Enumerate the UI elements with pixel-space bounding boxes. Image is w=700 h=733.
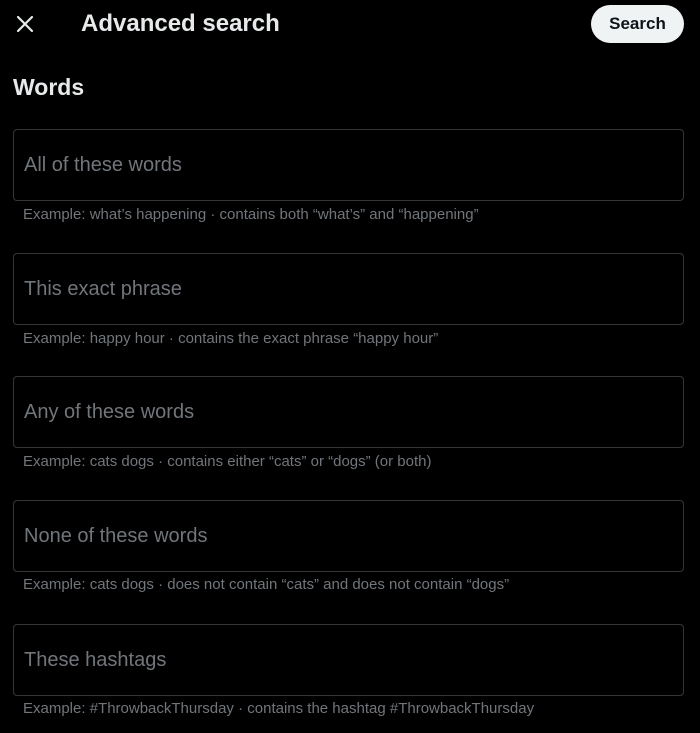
all-words-hint: Example: what’s happening · contains both “what’s” and “happening” [23, 206, 479, 223]
hashtags-hint: Example: #ThrowbackThursday · contains the hashtag #ThrowbackThursday [23, 700, 535, 717]
none-words-hint: Example: cats dogs · does not contain “cats” and does not contain “dogs” [23, 576, 510, 593]
none-words-field[interactable] [13, 500, 684, 572]
exact-phrase-hint: Example: happy hour · contains the exact phrase “happy hour” [23, 330, 439, 347]
any-words-field[interactable] [13, 376, 684, 448]
close-button[interactable] [7, 6, 43, 42]
hashtags-field[interactable] [13, 624, 684, 696]
any-words-hint: Example: cats dogs · contains either “cats” or “dogs” (or both) [23, 453, 432, 470]
hashtags-input[interactable] [14, 625, 683, 695]
close-icon [15, 14, 35, 34]
exact-phrase-input[interactable] [14, 254, 683, 324]
none-words-input[interactable] [14, 501, 683, 571]
page-title: Advanced search [81, 10, 280, 37]
header-bar [0, 0, 700, 50]
search-button[interactable]: Search [591, 5, 684, 43]
exact-phrase-field[interactable] [13, 253, 684, 325]
all-words-field[interactable] [13, 129, 684, 201]
any-words-input[interactable] [14, 377, 683, 447]
words-section-title: Words [13, 74, 85, 100]
all-words-input[interactable] [14, 130, 683, 200]
